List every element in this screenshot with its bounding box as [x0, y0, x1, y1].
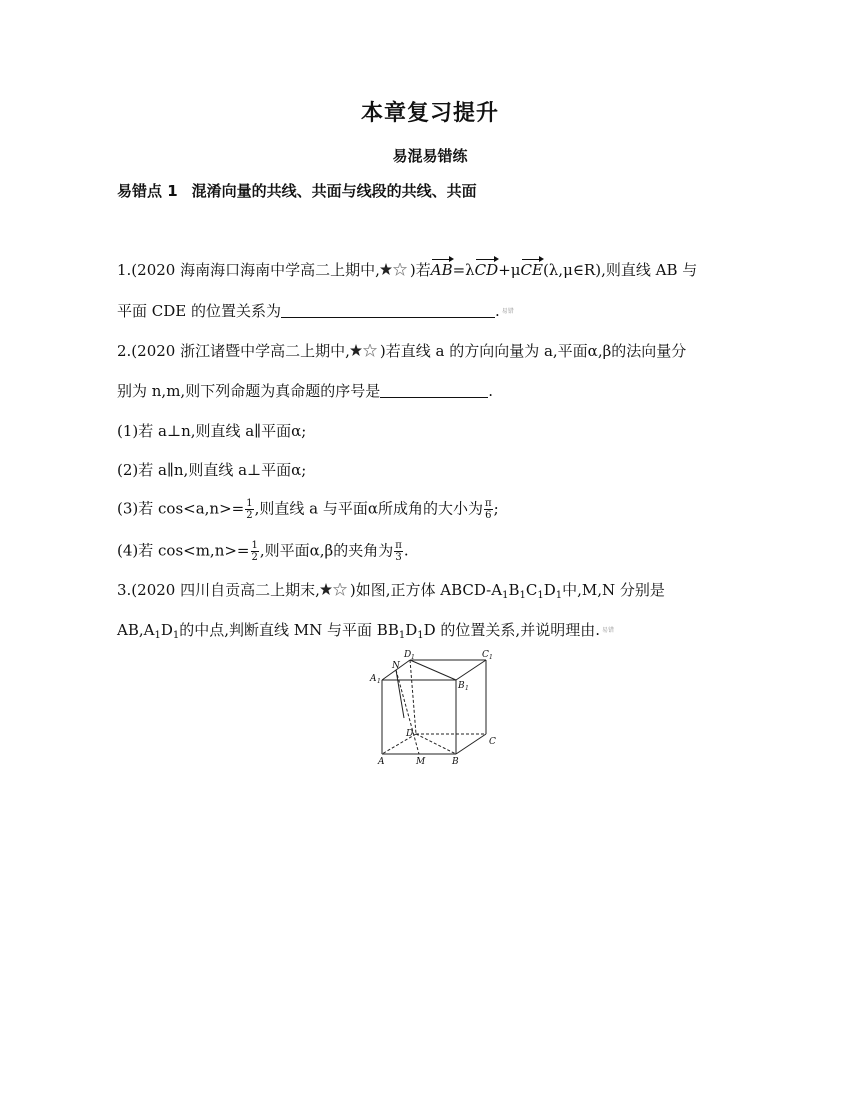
page-subtitle: 易混易错练: [392, 147, 468, 165]
question-3-line-2: $AB,A_1D_1$的中点,判断直线 MN 与平面 $BB_1D_1D$ 的位置关系,并说明理由. 易错: [117, 621, 614, 641]
difficulty-star-icon: [380, 263, 410, 277]
label-c: C: [489, 737, 496, 747]
option-3: (3)若 cos<a,n>= $\frac{1}{2}$ ,则直线 a 与平面α所成角的大小为 $\frac{\pi}{6}$ ;: [117, 498, 499, 521]
option-1: (1)若 a⊥n,则直线 a∥平面α;: [117, 422, 307, 440]
edge-d-b: [416, 734, 456, 754]
option-2: (2)若 a∥n,则直线 a⊥平面α;: [117, 461, 307, 479]
section-label: 易错点 1: [117, 182, 178, 200]
fraction-pi-over-6: $\frac{\pi}{6}$: [485, 498, 492, 521]
svg-text:1: 1: [411, 654, 415, 661]
vector-cd: CD: [474, 261, 499, 279]
answer-blank-1[interactable]: [281, 303, 495, 318]
answer-blank-2[interactable]: [380, 383, 488, 398]
vector-ab: AB: [430, 261, 453, 279]
svg-text:1: 1: [465, 685, 469, 692]
svg-text:1: 1: [377, 678, 381, 685]
label-b: B: [452, 757, 459, 767]
section-heading: [117, 180, 477, 201]
fraction-one-half: $\frac{1}{2}$: [251, 540, 258, 563]
segment-n-m: [396, 670, 419, 754]
section-title: 混淆向量的共线、共面与线段的共线、共面: [191, 182, 477, 200]
svg-text:1: 1: [489, 654, 493, 661]
error-tag: 易错: [501, 308, 514, 315]
fraction-one-half: $\frac{1}{2}$: [246, 498, 253, 521]
edge-d1-b1: [410, 660, 456, 680]
question-2-line-2: 别为 n,m,则下列命题为真命题的序号是 .: [117, 382, 493, 400]
label-m: M: [416, 757, 426, 767]
fraction-pi-over-3: $\frac{\pi}{3}$: [395, 540, 402, 563]
question-3-line-1: 3.(2020 四川自贡高二上期末, )如图,正方体 ABCD-$A_1B_1C_1D_1$中,M,N 分别是: [117, 581, 665, 601]
vector-ce: CE: [520, 261, 543, 279]
page-title: 本章复习提升: [360, 101, 499, 126]
label-d1: D: [404, 650, 412, 660]
edge-d1-d: [410, 660, 416, 734]
label-d: D: [406, 729, 414, 739]
question-1-line-1: 1.(2020 海南海口海南中学高二上期中, )若AB=λCD+μCE(λ,μ∈R),则直线 AB 与: [117, 261, 698, 279]
label-b1: B: [458, 681, 465, 691]
question-2-line-1: 2.(2020 浙江诸暨中学高二上期中, )若直线 a 的方向向量为 a,平面α,β的法向量分: [117, 342, 687, 360]
label-c1: C: [482, 650, 489, 660]
error-tag: 易错: [601, 627, 614, 634]
question-1-line-2: 平面 CDE 的位置关系为 . 易错: [117, 302, 514, 320]
edge-b-c: [456, 734, 486, 754]
difficulty-star-icon: [350, 344, 380, 358]
difficulty-star-icon: [320, 583, 350, 597]
label-a: A: [378, 757, 385, 767]
edge-b1-c1: [456, 660, 486, 680]
segment-n-m-visible: [396, 670, 404, 718]
option-4: (4)若 cos<m,n>= $\frac{1}{2}$ ,则平面α,β的夹角为 $\frac{\pi}{3}$ .: [117, 540, 409, 563]
cube-figure: [364, 648, 504, 768]
label-a1: A: [370, 674, 377, 684]
label-n: N: [392, 661, 400, 671]
